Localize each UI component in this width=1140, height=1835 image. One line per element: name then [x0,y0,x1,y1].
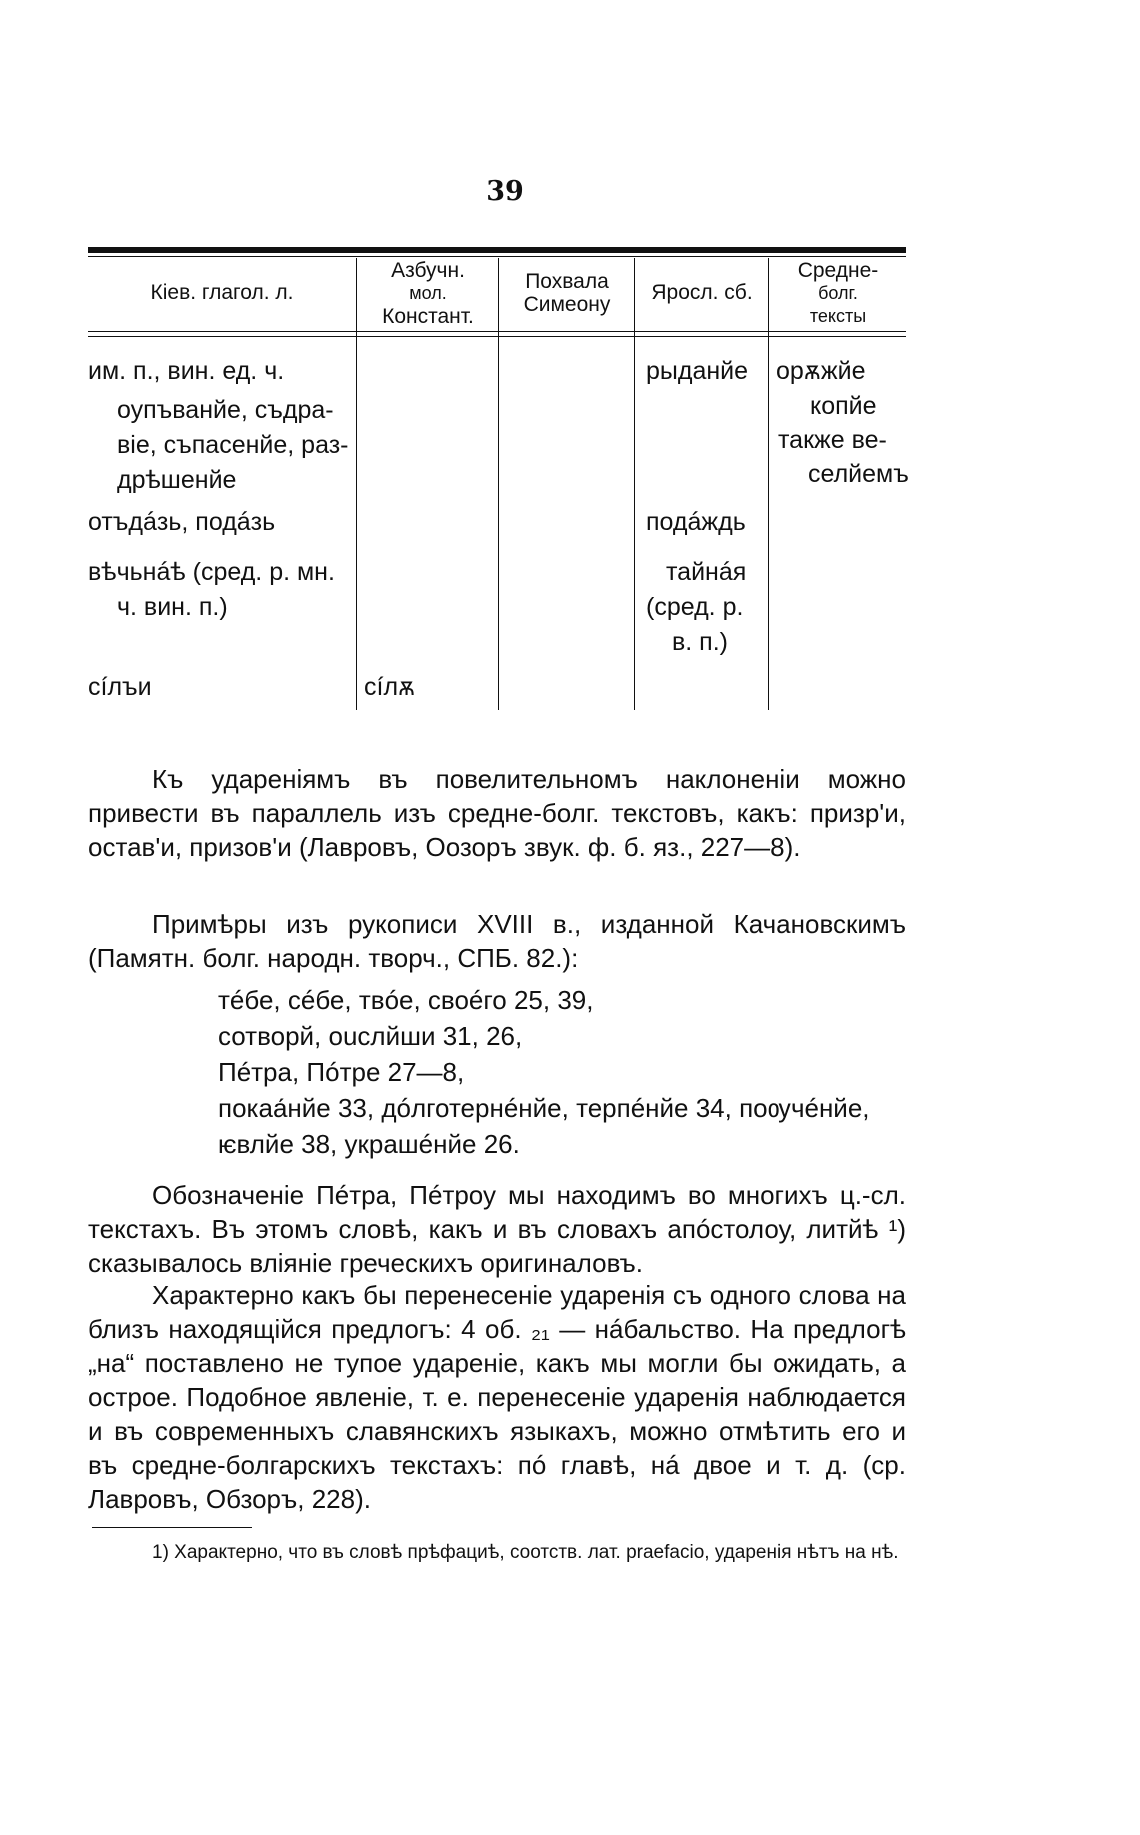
header-line: Констант. [382,305,474,328]
table-cell: в. п.) [672,628,728,656]
paragraph: Характерно какъ бы перенесеніе ударенія съ одного слова на близъ находящійся предлогъ: 4 об. ₂₁ — нáбальство. На предлогѣ „на“ поставлено не тупое удареніе, какъ мы могли бы ожидать, а острое. Подобное явленіе, т. е. перенесеніе ударенія наблюдается и въ современныхъ славянскихъ языкахъ, можно отмѣтить его и въ средне-болгарскихъ текстахъ: пó главѣ, нá двое и т. д. (ср. Лавровъ, Обзоръ, 228). [88,1280,906,1514]
example-line: тéбе, сéбе, твóе, своéго 25, 39, [218,985,594,1015]
header-line: Азбучн. [391,259,465,282]
table-header-sredne [770,259,906,328]
example-line: покаа́нйе 33, дóлготернéнйе, терпéнйе 34, поѹчéнйе, [218,1093,870,1123]
table-cell: сíлѫ [364,673,416,701]
column-divider [768,258,769,710]
header-line: Средне- [797,259,879,282]
table-cell: им. п., вин. ед. ч. [88,357,285,385]
table-header-pohvala [500,270,634,316]
table-header-kiev: Кіев. глагол. л. [150,281,294,304]
example-line: ѥвлйе 38, украшéнйе 26. [218,1129,520,1159]
table-cell: оупъванйе, съдра- [117,396,334,424]
table-header-azbuchn [358,259,498,328]
table-cell: рыданйе [646,357,749,385]
table-top-rule-thin [88,256,906,257]
table-header-rule [88,331,906,332]
column-divider [634,258,635,710]
footnote-rule [92,1527,252,1528]
table-header-rule-2 [88,336,906,337]
footnote: 1) Характерно, что въ словѣ прѣфациѣ, соотств. лат. praefacio, ударенія нѣтъ на нѣ. [152,1542,899,1563]
table-cell: подáждь [646,508,746,536]
table-cell: ч. вин. п.) [117,593,228,621]
table-cell: копйе [810,392,877,420]
column-divider [498,258,499,710]
table-cell: тайнáя [666,558,747,586]
example-line: Пéтра, Пóтре 27—8, [218,1057,465,1087]
header-line: тексты [809,306,867,326]
header-line: болг. [818,283,858,303]
header-line: Похвала [525,270,609,293]
table-cell: (сред. р. [646,593,744,621]
header-line: Симеону [523,293,611,316]
column-divider [356,258,357,710]
paragraph: Обозначеніе Пéтра, Пéтроу мы находимъ во многихъ ц.-сл. текстахъ. Въ этомъ словѣ, какъ и въ словахъ апóстолоу, литйѣ ¹) сказывалось вліяніе греческихъ оригиналовъ. [88,1180,906,1278]
header-line: мол. [409,283,447,303]
table-cell: дрѣшенйе [117,466,237,494]
table-top-rule [88,247,906,253]
table-cell: орѫжйе [776,357,866,385]
table-cell: отъдáзь, подáзь [88,508,276,536]
table-header-yarosl: Яросл. сб. [651,281,753,304]
table-cell: віе, съпасенйе, раз- [117,431,349,459]
paragraph: Къ удареніямъ въ повелительномъ наклоненіи можно привести въ параллель изъ средне-болг. текстовъ, какъ: призр'и, остав'и, призов'и (Лавровъ, Оозоръ звук. ф. б. яз., 227—8). [88,764,906,862]
example-line: сотворй, ouслйши 31, 26, [218,1021,523,1051]
table-cell: также ве- [778,426,887,454]
page-number: 39 [486,176,524,207]
table-cell: селйемъ [808,460,909,488]
table-cell: вѣчьнáѣ (сред. р. мн. [88,558,335,586]
table-cell: сíлъи [88,673,152,701]
paragraph: Примѣры изъ рукописи XVIII в., изданной Качановскимъ (Памятн. болг. народн. творч., СПБ. 82.): [88,909,906,973]
